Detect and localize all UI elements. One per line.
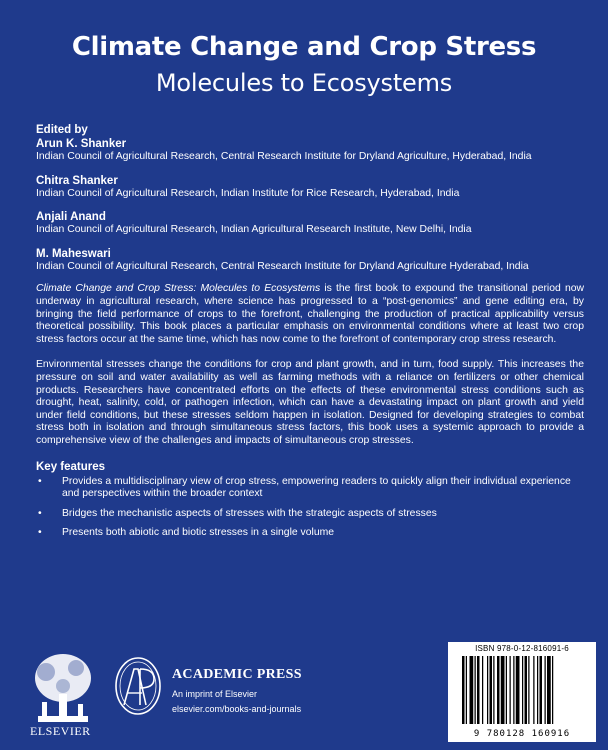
edited-by-label: Edited by xyxy=(36,124,88,136)
barcode-bar xyxy=(462,656,465,724)
barcode-bar xyxy=(501,656,505,724)
barcode-bar xyxy=(475,656,476,724)
barcode-bar xyxy=(545,656,546,724)
barcode-bar xyxy=(490,656,493,724)
barcode-bar xyxy=(497,656,500,724)
editor-affiliation: Indian Council of Agricultural Research, Indian Institute for Rice Research, Hyderabad, India xyxy=(36,187,460,199)
editor-entry xyxy=(36,247,584,274)
barcode-bar xyxy=(537,656,538,724)
key-features-heading: Key features xyxy=(36,460,106,473)
description-paragraph-2: Environmental stresses change the conditions for crop and plant growth, and in turn, food supply. This increases the pressure on soil and water availability as well as farming methods with a reliance on fertilizers or other chemical products. Researchers have concentrated efforts on the effects of these environmental stress conditions such as drought, heat, salinity, cold, or pathogen infection, which can have a devastating impact on plant growth and yield under field conditions, but these stresses seldom happen in isolation. Designed for developing strategies to combat stress both in isolation and through simultaneous stress factors, this book uses a systemic approach to provide a comprehensive view of the challenges and impacts of simultaneous crop stresses. xyxy=(36,359,584,446)
barcode-bar xyxy=(482,656,483,724)
description-text: is the first book to expound the transitional period now underway in agricultural research, where science has progressed to a “post-genomics” and gene editing era, by bringing the field performance of crops to the forefront, challenging the production of practical applicability versus theoretical possibility. This book places a particular emphasis on environmental conditions where at least two crop stress factors occur at the same time, which has now come to the forefront of contemporary crop stress research. xyxy=(36,283,585,345)
bullet-icon: • xyxy=(38,475,42,487)
elsevier-wordmark: ELSEVIER xyxy=(30,724,91,738)
key-features-list xyxy=(36,476,584,540)
bullet-icon: • xyxy=(38,507,42,519)
barcode-bar xyxy=(533,656,534,724)
barcode-bar xyxy=(540,656,543,724)
barcode-bar xyxy=(510,656,511,724)
editor-entry xyxy=(36,174,584,201)
imprint-of-text: An imprint of Elsevier xyxy=(172,689,258,699)
title-block xyxy=(0,30,608,100)
barcode-bar xyxy=(466,656,467,724)
editor-name: M. Maheswari xyxy=(36,247,111,260)
key-feature-text: Bridges the mechanistic aspects of stresses with the strategic aspects of stresses xyxy=(62,507,437,519)
book-title-italic: Climate Change and Crop Stress: Molecules to Ecosystems xyxy=(36,283,321,295)
isbn-barcode-box xyxy=(448,642,596,742)
editor-affiliation: Indian Council of Agricultural Research, Central Research Institute for Dryland Agriculture Hyderabad, India xyxy=(36,260,529,272)
editor-entry xyxy=(36,137,584,164)
publisher-url[interactable]: elsevier.com/books-and-journals xyxy=(172,704,302,714)
imprint-name: ACADEMIC PRESS xyxy=(172,667,302,682)
barcode-bar xyxy=(516,656,520,724)
barcode-bar xyxy=(552,656,553,724)
barcode-bar xyxy=(528,656,529,724)
key-feature-item xyxy=(36,527,584,540)
key-feature-item xyxy=(36,508,584,521)
editor-affiliation: Indian Council of Agricultural Research, Indian Agricultural Research Institute, New Delhi, India xyxy=(36,224,472,236)
barcode-bar xyxy=(493,656,494,724)
barcode-bar xyxy=(525,656,528,724)
academic-press-logo-icon xyxy=(112,655,164,717)
barcode-bar xyxy=(547,656,551,724)
book-title: Climate Change and Crop Stress xyxy=(71,32,537,62)
barcode-bar xyxy=(487,656,488,724)
editor-name: Chitra Shanker xyxy=(36,174,118,187)
barcode-bar xyxy=(477,656,480,724)
editor-name: Arun K. Shanker xyxy=(36,138,127,150)
book-subtitle: Molecules to Ecosystems xyxy=(155,69,453,97)
editor-affiliation: Indian Council of Agricultural Research, Central Research Institute for Dryland Agriculture, Hyderabad, India xyxy=(36,151,532,162)
key-feature-text: Presents both abiotic and biotic stresses in a single volume xyxy=(62,527,335,539)
isbn-label: ISBN 978-0-12-816091-6 xyxy=(475,644,569,653)
barcode-bar xyxy=(470,656,474,724)
description-paragraph-1 xyxy=(36,283,584,346)
bullet-icon: • xyxy=(38,527,42,539)
barcode-bar xyxy=(513,656,514,724)
barcode-icon xyxy=(460,656,584,724)
editor-entry xyxy=(36,210,584,237)
barcode-number: 9 780128 160916 xyxy=(473,729,571,739)
barcode-bar xyxy=(522,656,523,724)
key-feature-item xyxy=(36,476,584,501)
back-cover-content xyxy=(36,124,584,547)
editor-name: Anjali Anand xyxy=(36,211,106,224)
key-feature-text: Provides a multidisciplinary view of crop stress, empowering readers to quickly align their individual experience and perspectives within the broader context xyxy=(62,475,571,500)
barcode-bar xyxy=(506,656,507,724)
